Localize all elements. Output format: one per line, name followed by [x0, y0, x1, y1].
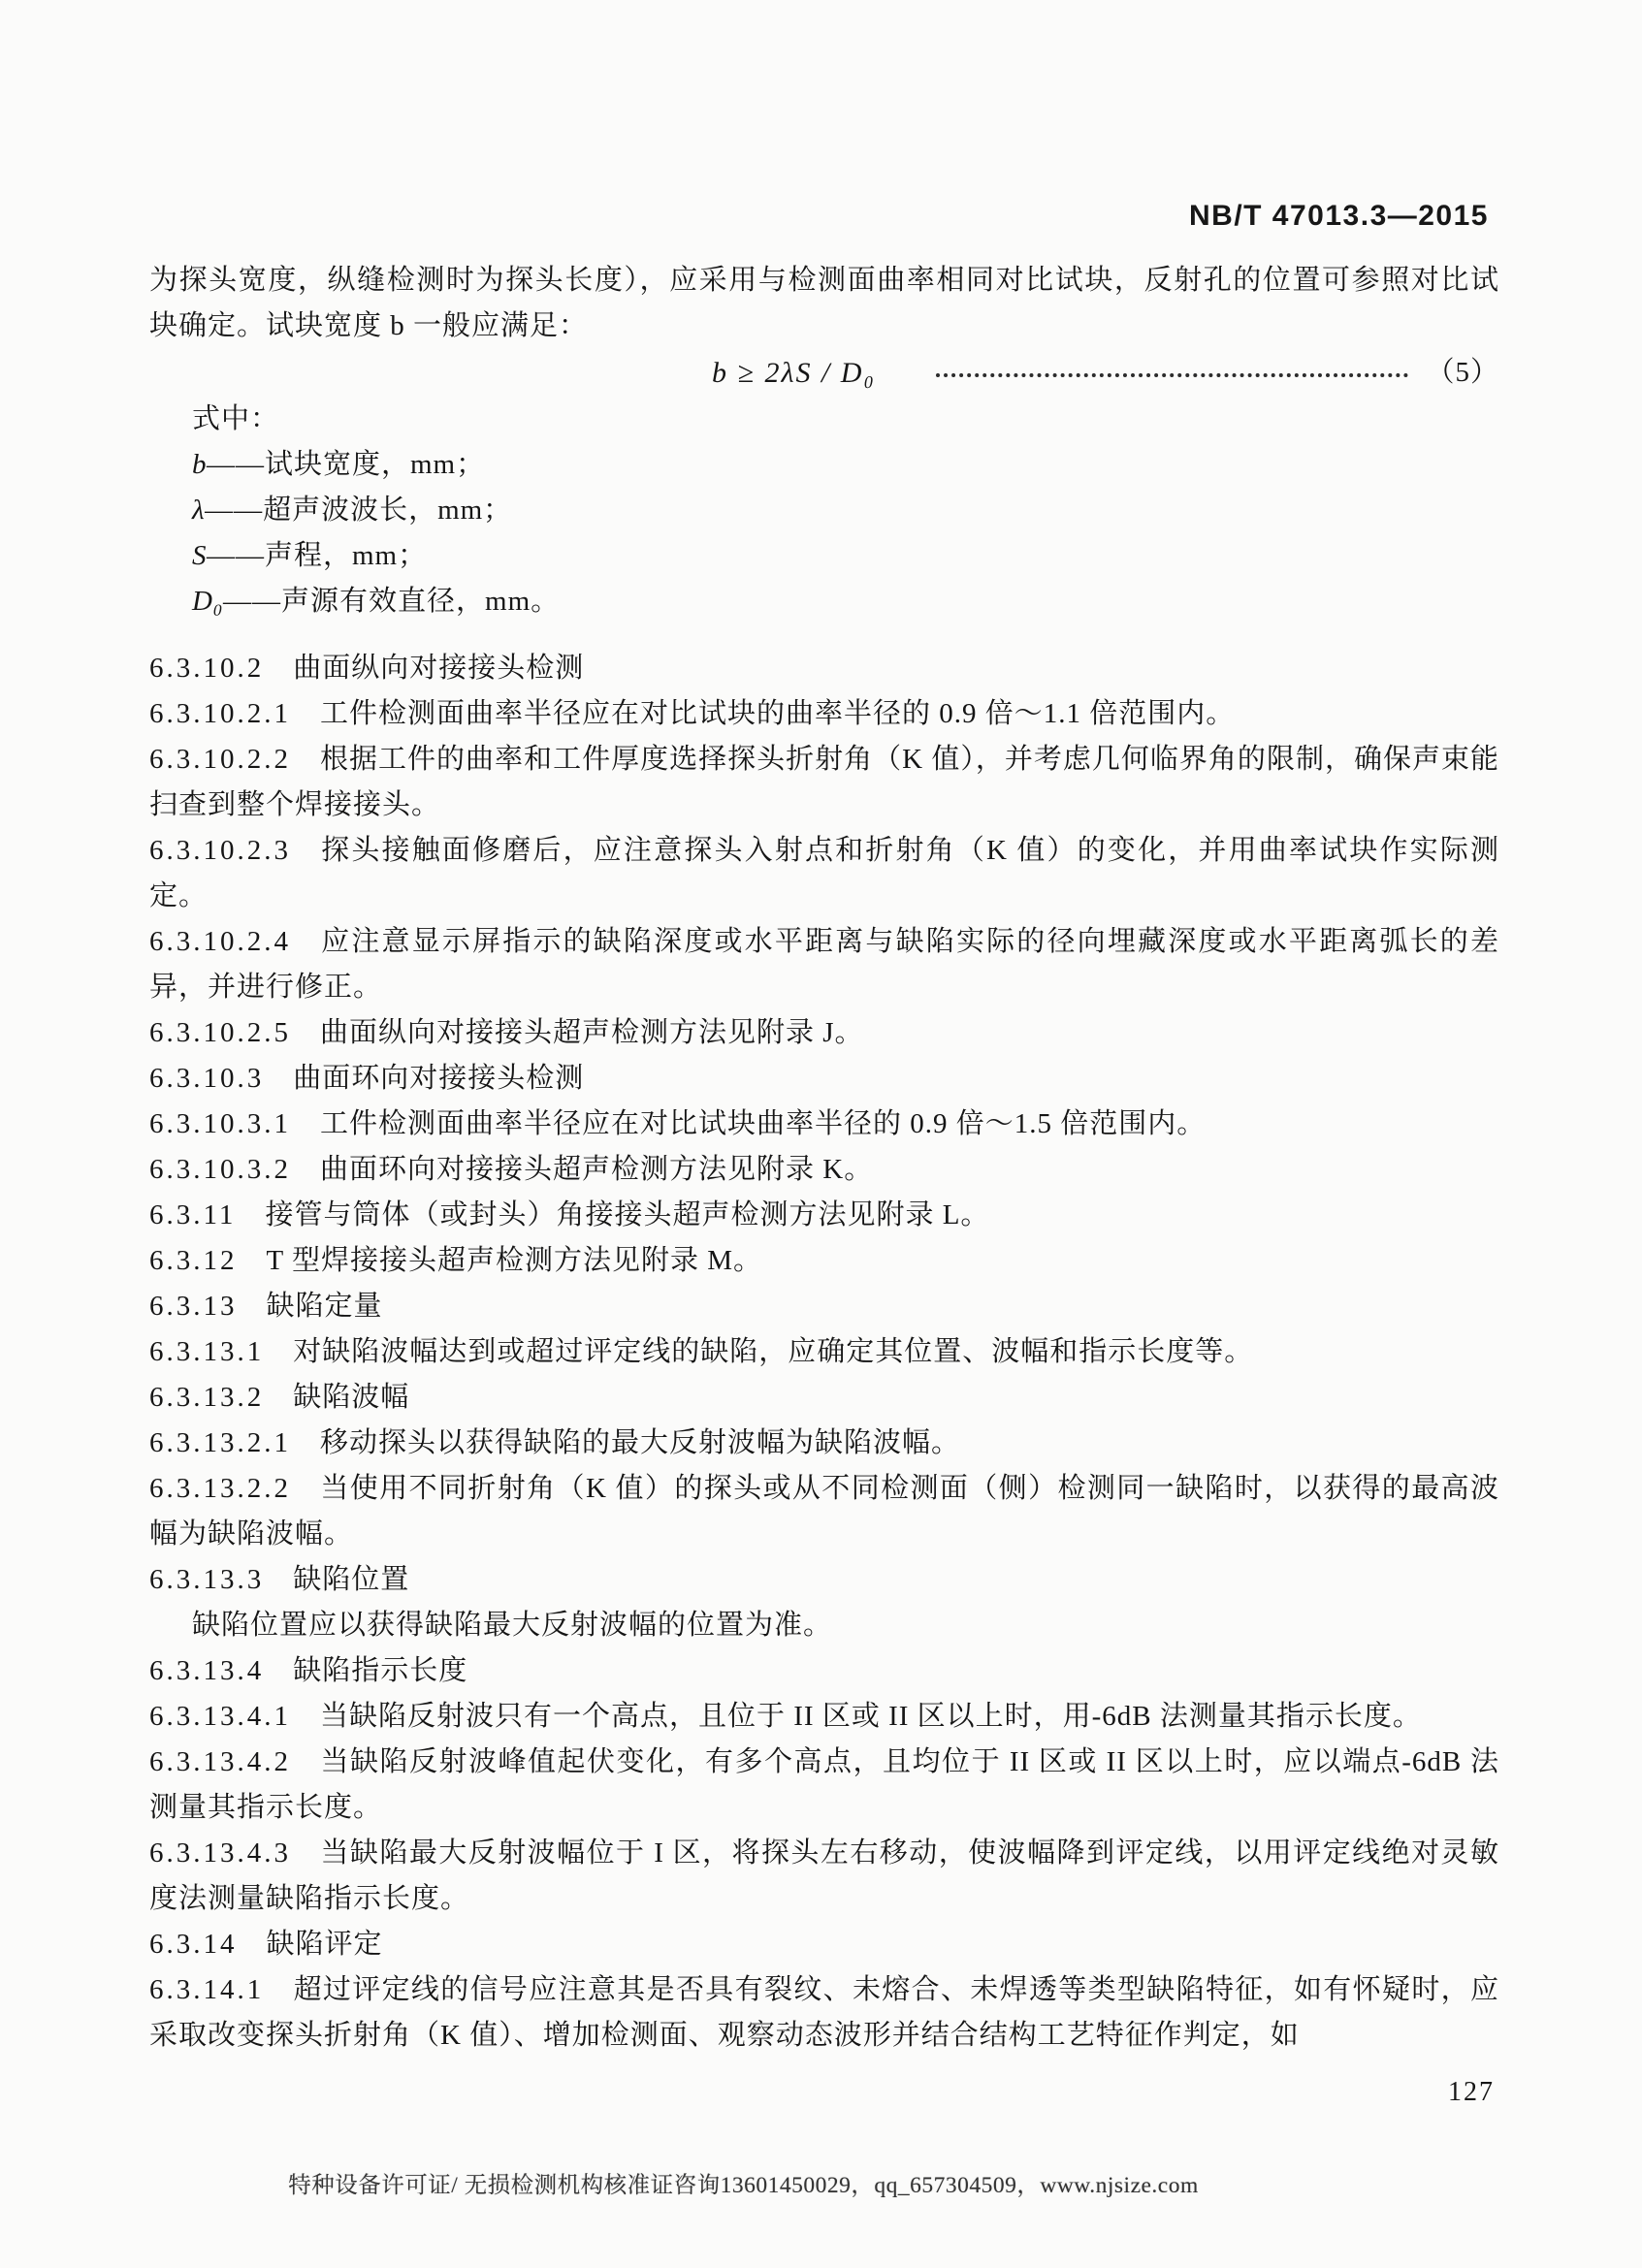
clause-number: 6.3.10.3.1: [149, 1108, 291, 1139]
clause-text: 当使用不同折射角（K 值）的探头或从不同检测面（侧）检测同一缺陷时，以获得的最高波幅为缺陷波幅。: [149, 1473, 1499, 1549]
clause-paragraph: [149, 1102, 1499, 1147]
clause-paragraph: [149, 1603, 1499, 1648]
clause-paragraph: [149, 1284, 1499, 1329]
clause-paragraph: [149, 919, 1499, 1010]
symbol-description: ——超声波波长，mm；: [205, 495, 513, 526]
equation-expression: b ≥ 2λS / D₀: [712, 357, 876, 389]
clause-number: 6.3.10.2.5: [149, 1017, 291, 1048]
clause-text: 当缺陷反射波峰值起伏变化，有多个高点，且均位于 II 区或 II 区以上时，应以端点-6dB 法测量其指示长度。: [149, 1746, 1499, 1823]
clause-paragraph: [149, 1329, 1499, 1375]
clause-number: 6.3.13.2: [149, 1382, 265, 1413]
clause-text: 曲面环向对接接头超声检测方法见附录 K。: [320, 1154, 874, 1185]
footer-watermark: 特种设备许可证/ 无损检测机构核准证咨询13601450029，qq_657304509，www.njsize.com: [288, 2173, 1199, 2198]
clause-paragraph: [149, 1466, 1499, 1557]
clause-text: 当缺陷反射波只有一个高点，且位于 II 区或 II 区以上时，用-6dB 法测量其指示长度。: [320, 1701, 1422, 1732]
clause-text: 曲面纵向对接接头检测: [293, 653, 585, 684]
clause-number: 6.3.12: [149, 1245, 238, 1276]
clause-paragraph: [149, 1147, 1499, 1193]
clause-number: 6.3.13.3: [149, 1564, 265, 1595]
clause-paragraph: [149, 1922, 1499, 1967]
clause-text: 工件检测面曲率半径应在对比试块的曲率半径的 0.9 倍～1.1 倍范围内。: [320, 698, 1236, 729]
clause-text: 曲面纵向对接接头超声检测方法见附录 J。: [320, 1017, 864, 1048]
dot-leader: [936, 373, 1409, 377]
clause-text: 缺陷波幅: [293, 1382, 410, 1413]
page-number: 127: [1448, 2077, 1495, 2107]
clause-text: 接管与筒体（或封头）角接接头超声检测方法见附录 L。: [265, 1199, 990, 1230]
clause-number: 6.3.10.2.2: [149, 744, 291, 775]
symbol-definitions-list: [149, 442, 1499, 624]
clause-number: 6.3.11: [149, 1199, 237, 1230]
clause-number: 6.3.13.4.1: [149, 1701, 291, 1732]
clause-paragraph: [149, 1238, 1499, 1284]
symbol: D₀: [192, 586, 224, 617]
clause-paragraph: [149, 646, 1499, 691]
clause-number: 6.3.13: [149, 1291, 238, 1322]
symbol: b: [192, 449, 207, 480]
clause-paragraph: [149, 737, 1499, 828]
clause-paragraph: [149, 1967, 1499, 2059]
standard-code-header: NB/T 47013.3—2015: [1188, 200, 1489, 232]
clause-text: 对缺陷波幅达到或超过评定线的缺陷，应确定其位置、波幅和指示长度等。: [293, 1336, 1254, 1367]
clause-paragraph: [149, 1193, 1499, 1238]
clauses-list: [149, 646, 1499, 2059]
clause-paragraph: [149, 1421, 1499, 1466]
intro-paragraph: 为探头宽度，纵缝检测时为探头长度），应采用与检测面曲率相同对比试块，反射孔的位置可参照对比试块确定。试块宽度 b 一般应满足：: [149, 265, 1499, 341]
clause-number: 6.3.14: [149, 1929, 238, 1960]
clause-text: 缺陷位置: [293, 1564, 410, 1595]
symbol-definition-item: [149, 442, 1499, 488]
clause-text: 工件检测面曲率半径应在对比试块曲率半径的 0.9 倍～1.5 倍范围内。: [320, 1108, 1207, 1139]
clause-number: 6.3.13.1: [149, 1336, 265, 1367]
symbol-definition-item: [149, 488, 1499, 533]
clause-number: 6.3.13.4.2: [149, 1746, 291, 1777]
clause-paragraph: [149, 1375, 1499, 1421]
clause-number: 6.3.10.3: [149, 1063, 265, 1094]
clause-number: 6.3.13.4: [149, 1655, 265, 1686]
clause-text: 超过评定线的信号应注意其是否具有裂纹、未熔合、未焊透等类型缺陷特征，如有怀疑时，应采取改变探头折射角（K 值）、增加检测面、观察动态波形并结合结构工艺特征作判定，如: [149, 1974, 1499, 2051]
where-label: 式中：: [192, 403, 280, 434]
clause-paragraph: [149, 1740, 1499, 1831]
symbol-definition-item: [149, 579, 1499, 624]
clause-paragraph: [149, 1694, 1499, 1740]
clause-text: 曲面环向对接接头检测: [293, 1063, 585, 1094]
clause-paragraph: [149, 1831, 1499, 1922]
symbol: λ: [192, 495, 206, 526]
clause-text: 缺陷定量: [266, 1291, 383, 1322]
symbol-description: ——声源有效直径，mm。: [223, 586, 561, 617]
equation-number: （5）: [1426, 357, 1499, 388]
clause-text: T 型焊接接头超声检测方法见附录 M。: [266, 1245, 762, 1276]
clause-paragraph: [149, 1010, 1499, 1056]
clause-text: 探头接触面修磨后，应注意探头入射点和折射角（K 值）的变化，并用曲率试块作实际测定。: [149, 835, 1499, 911]
page-content: [149, 258, 1499, 2059]
clause-text: 应注意显示屏指示的缺陷深度或水平距离与缺陷实际的径向埋藏深度或水平距离弧长的差异，并进行修正。: [149, 926, 1499, 1003]
clause-text: 当缺陷最大反射波幅位于 I 区，将探头左右移动，使波幅降到评定线，以用评定线绝对灵敏度法测量缺陷指示长度。: [149, 1837, 1499, 1914]
symbol-description: ——试块宽度，mm；: [207, 449, 486, 480]
clause-number: 6.3.14.1: [149, 1974, 265, 2005]
clause-number: 6.3.10.2.4: [149, 926, 291, 957]
clause-number: 6.3.10.2.1: [149, 698, 291, 729]
clause-number: 6.3.10.2: [149, 653, 265, 684]
symbol: S: [192, 540, 207, 571]
symbol-description: ——声程，mm；: [207, 540, 428, 571]
clause-number: 6.3.13.2.1: [149, 1427, 291, 1458]
clause-paragraph: [149, 1056, 1499, 1102]
clause-text: 缺陷评定: [266, 1929, 383, 1960]
symbol-definition-item: [149, 533, 1499, 579]
clause-paragraph: [149, 1557, 1499, 1603]
clause-number: 6.3.13.2.2: [149, 1473, 291, 1504]
clause-text: 缺陷指示长度: [293, 1655, 468, 1686]
clause-number: 6.3.13.4.3: [149, 1837, 291, 1869]
equation-row: [149, 349, 1499, 397]
clause-paragraph: [149, 1648, 1499, 1694]
clause-number: 6.3.10.2.3: [149, 835, 291, 866]
clause-text: 根据工件的曲率和工件厚度选择探头折射角（K 值），并考虑几何临界角的限制，确保声束能扫查到整个焊接接头。: [149, 744, 1499, 820]
clause-text: 移动探头以获得缺陷的最大反射波幅为缺陷波幅。: [320, 1427, 961, 1458]
clause-paragraph: [149, 691, 1499, 737]
clause-number: 6.3.10.3.2: [149, 1154, 291, 1185]
clause-text: 缺陷位置应以获得缺陷最大反射波幅的位置为准。: [192, 1610, 833, 1641]
clause-paragraph: [149, 828, 1499, 919]
